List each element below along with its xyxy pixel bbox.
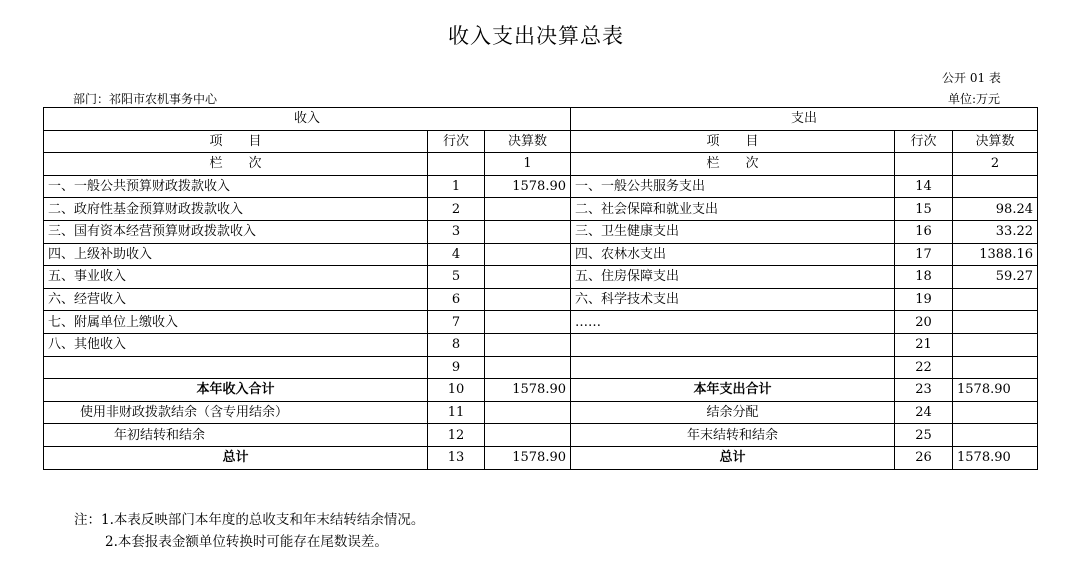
expense-item: 二、社会保障和就业支出 <box>571 198 895 221</box>
income-line: 5 <box>428 266 485 289</box>
income-amount <box>485 333 571 356</box>
expense-total-amount: 1578.90 <box>953 379 1038 402</box>
footnote-2: 2.本套报表金额单位转换时可能存在尾数误差。 <box>105 534 388 550</box>
expense-amount <box>953 311 1038 334</box>
table-row <box>44 288 1038 311</box>
income-amount-header: 决算数 <box>485 130 571 153</box>
income-amount <box>485 243 571 266</box>
end-balance-amount <box>953 424 1038 447</box>
grand-expense-label: 总计 <box>571 446 895 469</box>
department-label: 部门：祁阳市农机事务中心 <box>73 92 218 106</box>
expense-amount: 59.27 <box>953 266 1038 289</box>
annual-total-row <box>44 379 1038 402</box>
expense-line: 19 <box>895 288 953 311</box>
expense-amount: 98.24 <box>953 198 1038 221</box>
table-row <box>44 175 1038 198</box>
income-column-number: 1 <box>485 153 571 176</box>
table-row <box>44 198 1038 221</box>
non-fiscal-balance-amount <box>485 401 571 424</box>
begin-balance-amount <box>485 424 571 447</box>
income-line: 8 <box>428 333 485 356</box>
expense-total-label: 本年支出合计 <box>571 379 895 402</box>
begin-balance-line: 12 <box>428 424 485 447</box>
income-amount <box>485 198 571 221</box>
expense-column-label: 栏 次 <box>571 153 895 176</box>
section-header-row <box>44 108 1038 131</box>
expense-item: 三、卫生健康支出 <box>571 220 895 243</box>
income-line: 3 <box>428 220 485 243</box>
expense-item: …… <box>571 311 895 334</box>
income-total-line: 10 <box>428 379 485 402</box>
expense-amount <box>953 288 1038 311</box>
income-item: 八、其他收入 <box>44 333 428 356</box>
expense-item: 六、科学技术支出 <box>571 288 895 311</box>
expense-amount-header: 决算数 <box>953 130 1038 153</box>
income-amount: 1578.90 <box>485 175 571 198</box>
income-line: 4 <box>428 243 485 266</box>
income-line: 2 <box>428 198 485 221</box>
income-item: 五、事业收入 <box>44 266 428 289</box>
column-number-row <box>44 153 1038 176</box>
balance-row <box>44 401 1038 424</box>
end-balance-label: 年末结转和结余 <box>571 424 895 447</box>
income-line: 1 <box>428 175 485 198</box>
table-row <box>44 266 1038 289</box>
balance-distribution-label: 结余分配 <box>571 401 895 424</box>
income-item: 三、国有资本经营预算财政拨款收入 <box>44 220 428 243</box>
income-item: 七、附属单位上缴收入 <box>44 311 428 334</box>
income-item: 六、经营收入 <box>44 288 428 311</box>
empty-cell <box>895 153 953 176</box>
begin-balance-label: 年初结转和结余 <box>44 424 428 447</box>
income-line-header: 行次 <box>428 130 485 153</box>
income-item: 二、政府性基金预算财政拨款收入 <box>44 198 428 221</box>
income-line: 7 <box>428 311 485 334</box>
expense-section-header: 支出 <box>571 108 1038 131</box>
income-amount <box>485 220 571 243</box>
table-row <box>44 220 1038 243</box>
expense-line: 17 <box>895 243 953 266</box>
expense-line: 14 <box>895 175 953 198</box>
unit-label: 单位:万元 <box>948 92 1001 106</box>
income-column-label: 栏 次 <box>44 153 428 176</box>
expense-item-header: 项 目 <box>571 130 895 153</box>
income-line: 6 <box>428 288 485 311</box>
income-item-header: 项 目 <box>44 130 428 153</box>
income-item: 四、上级补助收入 <box>44 243 428 266</box>
income-amount <box>485 288 571 311</box>
expense-total-line: 23 <box>895 379 953 402</box>
expense-line: 22 <box>895 356 953 379</box>
income-expense-table <box>43 107 1038 470</box>
expense-line: 20 <box>895 311 953 334</box>
expense-column-number: 2 <box>953 153 1038 176</box>
expense-item: 一、一般公共服务支出 <box>571 175 895 198</box>
expense-amount <box>953 333 1038 356</box>
balance-distribution-line: 24 <box>895 401 953 424</box>
income-section-header: 收入 <box>44 108 571 131</box>
income-total-amount: 1578.90 <box>485 379 571 402</box>
table-row <box>44 243 1038 266</box>
footnote-1: 注：1.本表反映部门本年度的总收支和年末结转结余情况。 <box>74 512 425 528</box>
income-item: 一、一般公共预算财政拨款收入 <box>44 175 428 198</box>
expense-line: 16 <box>895 220 953 243</box>
empty-cell <box>428 153 485 176</box>
expense-line: 18 <box>895 266 953 289</box>
expense-item: 五、住房保障支出 <box>571 266 895 289</box>
non-fiscal-balance-line: 11 <box>428 401 485 424</box>
balance-distribution-amount <box>953 401 1038 424</box>
income-amount <box>485 356 571 379</box>
income-amount <box>485 311 571 334</box>
income-line: 9 <box>428 356 485 379</box>
table-row <box>44 311 1038 334</box>
grand-expense-amount: 1578.90 <box>953 446 1038 469</box>
grand-expense-line: 26 <box>895 446 953 469</box>
page-title: 收入支出决算总表 <box>448 24 624 48</box>
grand-income-amount: 1578.90 <box>485 446 571 469</box>
expense-item <box>571 333 895 356</box>
carryover-row <box>44 424 1038 447</box>
expense-amount: 1388.16 <box>953 243 1038 266</box>
column-header-row <box>44 130 1038 153</box>
expense-amount <box>953 175 1038 198</box>
income-total-label: 本年收入合计 <box>44 379 428 402</box>
grand-income-label: 总计 <box>44 446 428 469</box>
expense-amount: 33.22 <box>953 220 1038 243</box>
expense-amount <box>953 356 1038 379</box>
table-row <box>44 333 1038 356</box>
expense-item: 四、农林水支出 <box>571 243 895 266</box>
expense-item <box>571 356 895 379</box>
income-item <box>44 356 428 379</box>
form-code: 公开 01 表 <box>942 71 1001 85</box>
income-amount <box>485 266 571 289</box>
end-balance-line: 25 <box>895 424 953 447</box>
footnotes <box>74 509 424 553</box>
expense-line: 21 <box>895 333 953 356</box>
non-fiscal-balance-label: 使用非财政拨款结余（含专用结余） <box>44 401 428 424</box>
expense-line-header: 行次 <box>895 130 953 153</box>
table-row <box>44 356 1038 379</box>
grand-income-line: 13 <box>428 446 485 469</box>
grand-total-row <box>44 446 1038 469</box>
expense-line: 15 <box>895 198 953 221</box>
